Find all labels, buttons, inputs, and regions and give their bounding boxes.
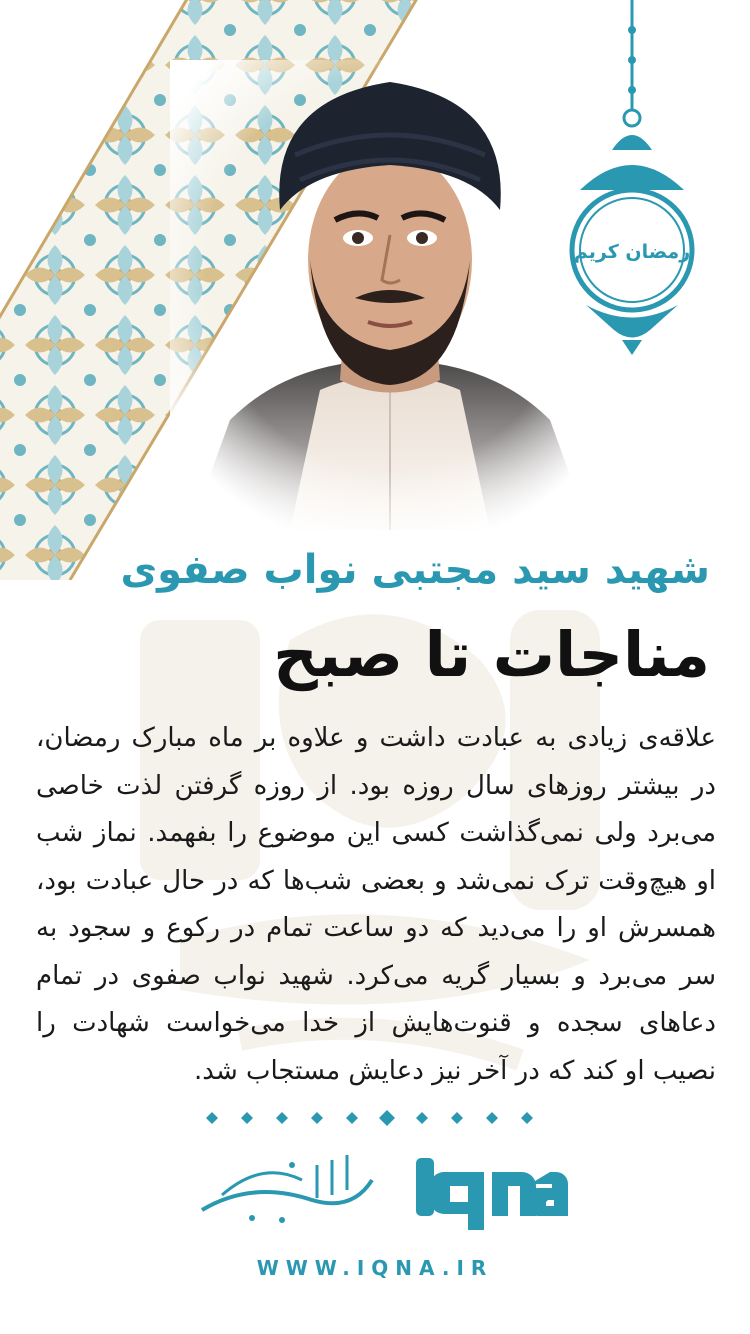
- emblem-text: رمضان کریم: [573, 241, 691, 263]
- page-title: مناجات تا صبح: [273, 618, 710, 691]
- iqna-logo: [410, 1152, 570, 1232]
- dot-divider: [200, 1108, 550, 1128]
- ramadan-lantern-emblem: [560, 0, 700, 360]
- subtitle: شهید سید مجتبی نواب صفوی: [120, 547, 710, 593]
- agency-calligraphy-logo: [192, 1140, 382, 1230]
- body-paragraph: علاقه‌ی زیادی به عبادت داشت و علاوه بر ماه مبارک رمضان، در بیشتر روزهای سال روزه بود. از روزه گرفتن لذت خاصی می‌برد ولی نمی‌گذاشت کسی این موضوع را بفهمد. نماز شب او هیچ‌وقت ترک نمی‌شد و بعضی شب‌ها که در حال عبادت بود، همسرش او را می‌دید که دو ساعت تمام در رکوع و سجود به سر می‌برد و بسیار گریه می‌کرد. شهید نواب صفوی در تمام دعاهای سجده و قنوت‌هایش از خدا می‌خواست شهادت را نصیب او کند که در آخر نیز دعایش مستجاب شد.: [36, 723, 716, 1086]
- portrait-image: [170, 60, 610, 530]
- website-url: WWW.IQNA.IR: [256, 1256, 494, 1280]
